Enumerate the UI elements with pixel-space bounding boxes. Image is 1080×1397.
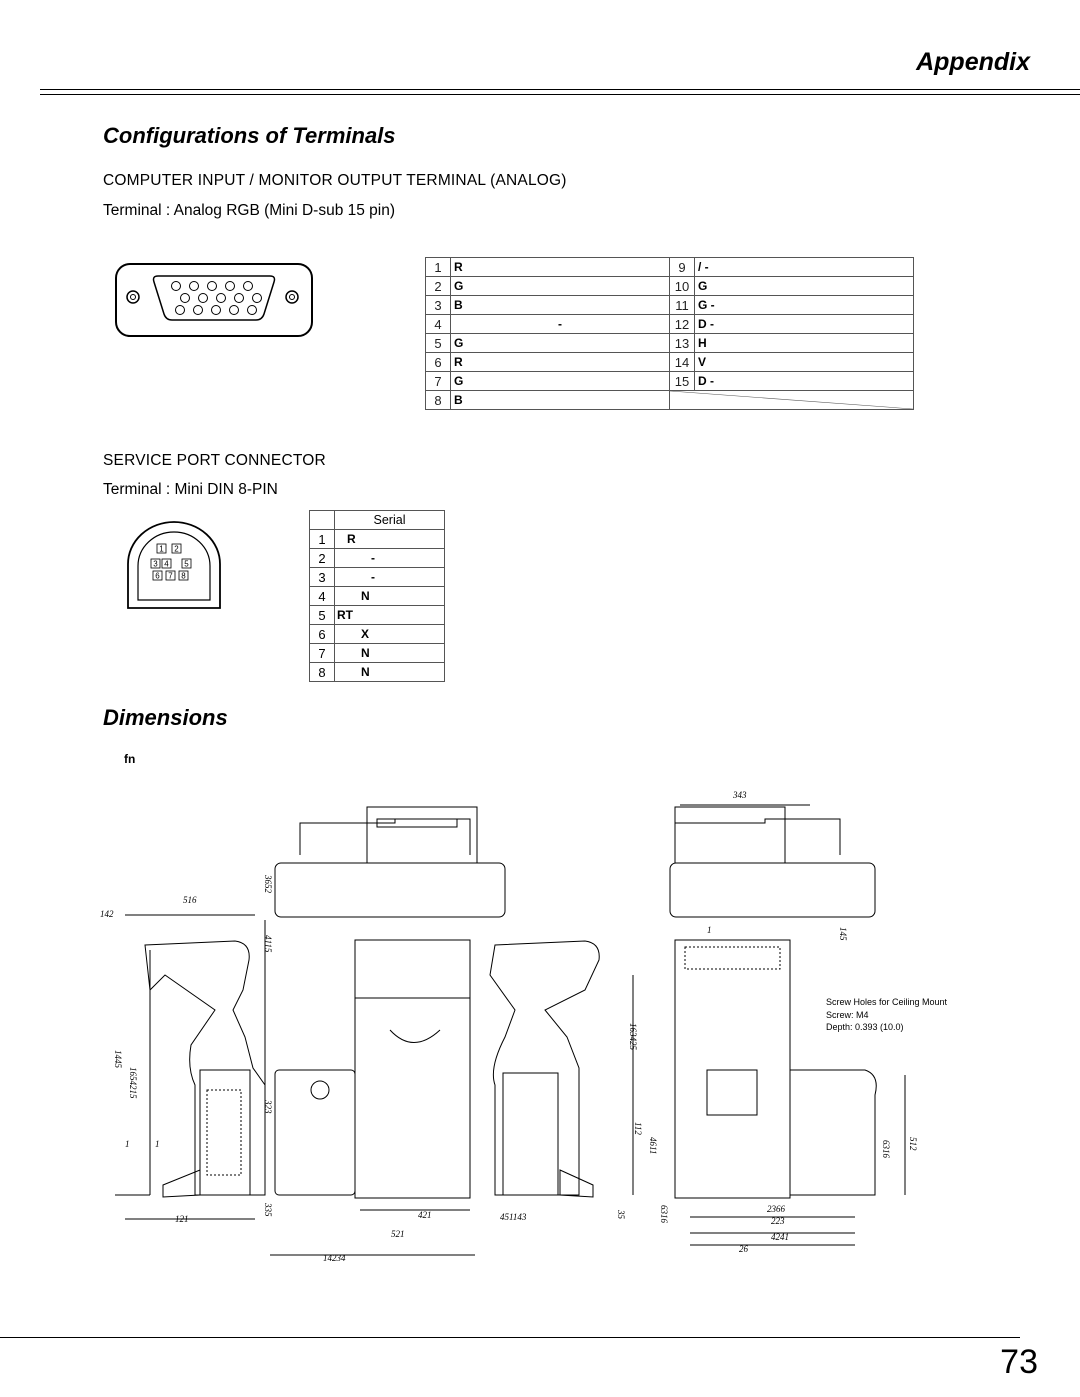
- rear-view-body: [675, 807, 785, 863]
- pin-signal: R: [451, 258, 670, 277]
- side-view-left-vent: [207, 1090, 241, 1175]
- pin-signal: -: [451, 315, 670, 334]
- front-view-body: [355, 998, 470, 1198]
- pin-signal: D -: [695, 372, 914, 391]
- pin-number: 5: [426, 334, 451, 353]
- table-row: [426, 372, 914, 391]
- header-rule: [40, 89, 1080, 90]
- pin-number: 4: [310, 587, 335, 606]
- pin-signal: H: [695, 334, 914, 353]
- serial-pin-table: [309, 510, 445, 682]
- din-pin-label: 2: [174, 544, 179, 554]
- computer-input-terminal: Terminal : Analog RGB (Mini D-sub 15 pin): [103, 202, 396, 219]
- pin-number: 6: [310, 625, 335, 644]
- pin-number: 13: [670, 334, 695, 353]
- table-row: [426, 258, 914, 277]
- dim-label: 2366: [767, 1204, 785, 1214]
- pin-number: 7: [426, 372, 451, 391]
- dimensions-drawing: [95, 785, 948, 1275]
- dim-label: 335: [263, 1203, 273, 1217]
- service-port-terminal: Terminal : Mini DIN 8-PIN: [103, 481, 278, 498]
- pin-signal: / -: [695, 258, 914, 277]
- service-port-heading: SERVICE PORT CONNECTOR: [103, 452, 326, 469]
- dim-label: 14234: [323, 1253, 346, 1263]
- din-pin-label: 4: [164, 559, 169, 569]
- table-row: [310, 663, 445, 682]
- din-pin-label: 1: [159, 544, 164, 554]
- side-view-left-body: [145, 941, 265, 1195]
- screw-note-line1: Screw Holes for Ceiling Mount: [826, 997, 948, 1007]
- dim-label: 1445: [113, 1050, 123, 1068]
- column-header-serial: Serial: [335, 511, 445, 530]
- pin-signal: N: [335, 587, 445, 606]
- table-header-row: [310, 511, 445, 530]
- front-view-panel: [275, 1070, 355, 1195]
- side-view-right-foot: [560, 1170, 593, 1197]
- bottom-view-plate: [707, 1070, 757, 1115]
- empty-cell: [310, 511, 335, 530]
- dim-label: 223: [771, 1216, 785, 1226]
- table-row: [426, 315, 914, 334]
- front-view-lens: [390, 1030, 440, 1043]
- empty-cell: [670, 391, 914, 410]
- pin-signal: R: [335, 530, 445, 549]
- screw-note-line3: Depth: 0.393 (10.0): [826, 1022, 904, 1032]
- header-title: Appendix: [916, 48, 1030, 76]
- pin-number: 2: [310, 549, 335, 568]
- dsub-pin-table: [425, 257, 914, 410]
- pin-signal: RT: [335, 606, 445, 625]
- pin-number: 5: [310, 606, 335, 625]
- pin-number: 3: [426, 296, 451, 315]
- pin-number: 15: [670, 372, 695, 391]
- pin-signal: X: [335, 625, 445, 644]
- pin-signal: -: [335, 549, 445, 568]
- section-title-terminals: Configurations of Terminals: [103, 123, 396, 148]
- din-pin-label: 3: [153, 559, 158, 569]
- dim-label: 343: [733, 790, 747, 800]
- dim-label: 4115: [263, 935, 273, 953]
- pin-signal: -: [335, 568, 445, 587]
- dim-label: 35: [616, 1210, 626, 1219]
- dim-label: 1: [125, 1139, 130, 1149]
- dim-label: 112: [633, 1122, 643, 1135]
- dim-label: 145: [838, 927, 848, 941]
- table-row: [426, 277, 914, 296]
- dim-label: 6316: [881, 1140, 891, 1158]
- din-pin-label: 6: [155, 571, 160, 581]
- pin-number: 8: [310, 663, 335, 682]
- computer-input-heading: COMPUTER INPUT / MONITOR OUTPUT TERMINAL (ANALOG): [103, 172, 567, 189]
- bottom-view-vent: [685, 947, 780, 969]
- pin-signal: G: [451, 372, 670, 391]
- header-rule-thin: [40, 94, 1080, 95]
- dim-label: 4611: [648, 1137, 658, 1155]
- pin-signal: V: [695, 353, 914, 372]
- table-row: [310, 606, 445, 625]
- pin-number: 12: [670, 315, 695, 334]
- dim-label: 421: [418, 1210, 432, 1220]
- pin-signal: G -: [695, 296, 914, 315]
- dim-label: 512: [908, 1137, 918, 1151]
- rear-view-bracket: [675, 819, 840, 855]
- dsub15-connector-icon: [114, 260, 314, 340]
- dim-label: 163425: [628, 1023, 638, 1050]
- din-pin-label: 5: [184, 559, 189, 569]
- side-view-left-panel: [200, 1070, 250, 1195]
- pin-signal: B: [451, 296, 670, 315]
- dim-label: 4241: [771, 1232, 789, 1242]
- footer-rule: [0, 1337, 1020, 1338]
- table-row: [310, 625, 445, 644]
- pin-number: 4: [426, 315, 451, 334]
- din-pin-label: 8: [181, 571, 186, 581]
- dim-label: 451143: [500, 1212, 527, 1222]
- pin-number: 2: [426, 277, 451, 296]
- bottom-view-body: [675, 940, 790, 1198]
- pin-signal: G: [451, 277, 670, 296]
- page-number: 73: [1000, 1343, 1038, 1381]
- mini-din-connector-icon: [124, 520, 224, 612]
- table-row: [310, 530, 445, 549]
- pin-number: 11: [670, 296, 695, 315]
- dim-label: 3652: [263, 875, 273, 893]
- table-row: [310, 568, 445, 587]
- pin-signal: N: [335, 644, 445, 663]
- dim-label: 1654215: [128, 1067, 138, 1099]
- dim-label: 1: [707, 925, 712, 935]
- dim-label: 323: [263, 1100, 273, 1114]
- side-view-right-body: [490, 941, 599, 1195]
- table-row: [310, 549, 445, 568]
- top-view-bracket: [300, 819, 470, 855]
- table-row: [310, 587, 445, 606]
- table-row: [426, 391, 914, 410]
- pin-number: 3: [310, 568, 335, 587]
- unit-note: fn: [124, 752, 136, 766]
- dim-label: 26: [739, 1244, 748, 1254]
- dim-label: 6316: [659, 1205, 669, 1223]
- pin-number: 9: [670, 258, 695, 277]
- screw-note-line2: Screw: M4: [826, 1010, 869, 1020]
- pin-number: 1: [310, 530, 335, 549]
- dim-label: 516: [183, 895, 197, 905]
- table-row: [426, 353, 914, 372]
- front-view-dial: [311, 1081, 329, 1099]
- pin-signal: R: [451, 353, 670, 372]
- dim-label: 121: [175, 1214, 189, 1224]
- bottom-view-ext: [790, 1070, 876, 1195]
- pin-number: 7: [310, 644, 335, 663]
- din-pin-label: 7: [168, 571, 173, 581]
- front-view-top: [355, 940, 470, 998]
- pin-signal: B: [451, 391, 670, 410]
- side-view-left-foot: [163, 1170, 200, 1197]
- table-row: [310, 644, 445, 663]
- table-row: [426, 334, 914, 353]
- pin-number: 1: [426, 258, 451, 277]
- dim-label: 521: [391, 1229, 405, 1239]
- dim-label: 1: [155, 1139, 160, 1149]
- top-view-lower: [275, 863, 505, 917]
- pin-number: 10: [670, 277, 695, 296]
- dim-label: 142: [100, 909, 114, 919]
- pin-number: 8: [426, 391, 451, 410]
- pin-number: 14: [670, 353, 695, 372]
- pin-signal: D -: [695, 315, 914, 334]
- pin-signal: G: [451, 334, 670, 353]
- pin-signal: N: [335, 663, 445, 682]
- pin-number: 6: [426, 353, 451, 372]
- rear-view-lower: [670, 863, 875, 917]
- top-view-body: [367, 807, 477, 863]
- pin-signal: G: [695, 277, 914, 296]
- side-view-right-ports: [503, 1073, 558, 1195]
- section-title-dimensions: Dimensions: [103, 705, 228, 730]
- table-row: [426, 296, 914, 315]
